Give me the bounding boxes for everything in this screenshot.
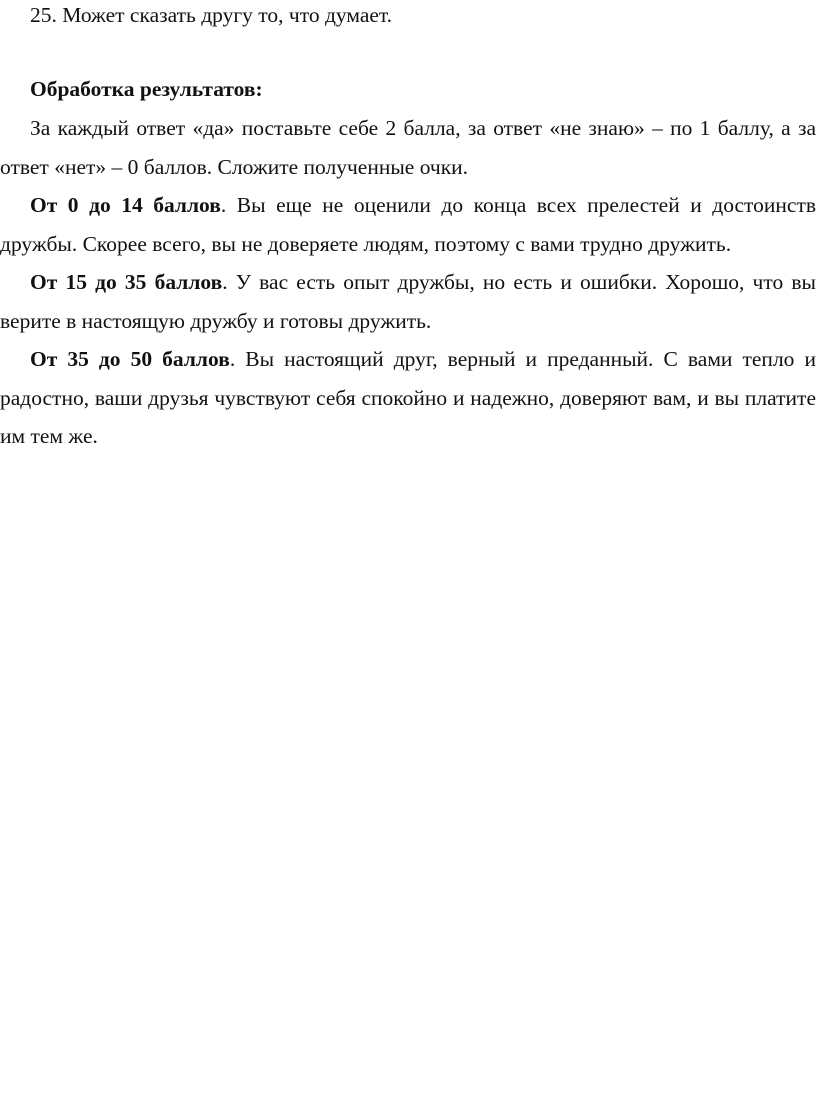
scoring-instructions: За каждый ответ «да» поставьте себе 2 балла, за ответ «не знаю» – по 1 баллу, а за ответ «нет» – 0 баллов. Сложите полученные очки.: [0, 116, 816, 179]
questionnaire-item-25: 25. Может сказать другу то, что думает.: [30, 3, 393, 27]
result-range-high: [0, 340, 816, 456]
result-range-high-label: От 35 до 50 баллов: [30, 347, 230, 371]
result-range-mid-label: От 15 до 35 баллов: [30, 270, 223, 294]
result-range-low-text: . Вы еще не оценили до конца всех прелестей и достоинств дружбы. Скорее всего, вы не доверяете людям, поэтому с вами трудно дружить.: [0, 193, 816, 256]
result-range-low: [0, 186, 816, 263]
result-range-high-text: . Вы настоящий друг, верный и преданный. С вами тепло и радостно, ваши друзья чувствуют себя спокойно и надежно, доверяют вам, и вы платите им тем же.: [0, 347, 816, 448]
results-heading: Обработка результатов:: [30, 77, 263, 101]
result-range-low-label: От 0 до 14 баллов: [30, 193, 221, 217]
result-range-mid-text: . У вас есть опыт дружбы, но есть и ошибки. Хорошо, что вы верите в настоящую дружбу и готовы дружить.: [0, 270, 816, 333]
result-range-mid: [0, 263, 816, 340]
